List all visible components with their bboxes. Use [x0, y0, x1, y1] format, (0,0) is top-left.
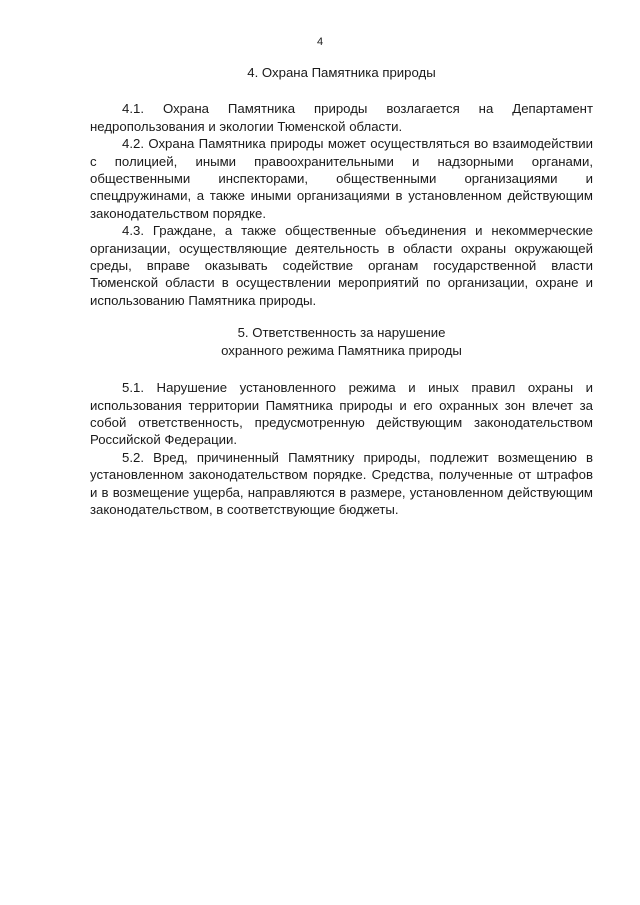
paragraph-4-2: 4.2. Охрана Памятника природы может осуществляться во взаимодействии с полицией, иными правоохранительными и надзорными органами, общественными инспекторами, общественными организациями и спецдружинами, а также иными организациями в установленном действующим законодательством порядке. — [90, 136, 593, 221]
paragraph-4-3: 4.3. Граждане, а также общественные объединения и некоммерческие организации, осуществляющие деятельность в области охраны окружающей среды, вправе оказывать содействие органам государственной власти Тюменской области в осуществлении мероприятий по организации, охране и использованию Памятника природы. — [90, 223, 593, 308]
paragraph-5-1: 5.1. Нарушение установленного режима и иных правил охраны и использования территории Памятника природы и его охранных зон влечет за собой ответственность, предусмотренную действующим законодательством Российской Федерации. — [90, 380, 593, 448]
page-number: 4 — [316, 36, 324, 48]
document-body — [90, 64, 593, 518]
paragraph-5-2: 5.2. Вред, причиненный Памятнику природы, подлежит возмещению в установленном законодательством порядке. Средства, полученные от штрафов и в возмещение ущерба, направляются в размере, установленном действующим законодательством, в соответствующие бюджеты. — [90, 449, 593, 517]
section-5-title-line-1: 5. Ответственность за нарушение — [237, 325, 446, 341]
paragraph-4-1: 4.1. Охрана Памятника природы возлагается на Департамент недропользования и экологии Тюменской области. — [90, 101, 593, 134]
section-4 — [90, 64, 593, 309]
section-5-title — [90, 324, 593, 359]
section-5 — [90, 324, 593, 518]
section-4-title: 4. Охрана Памятника природы — [247, 65, 436, 80]
section-5-title-line-2: охранного режима Памятника природы — [221, 342, 462, 358]
